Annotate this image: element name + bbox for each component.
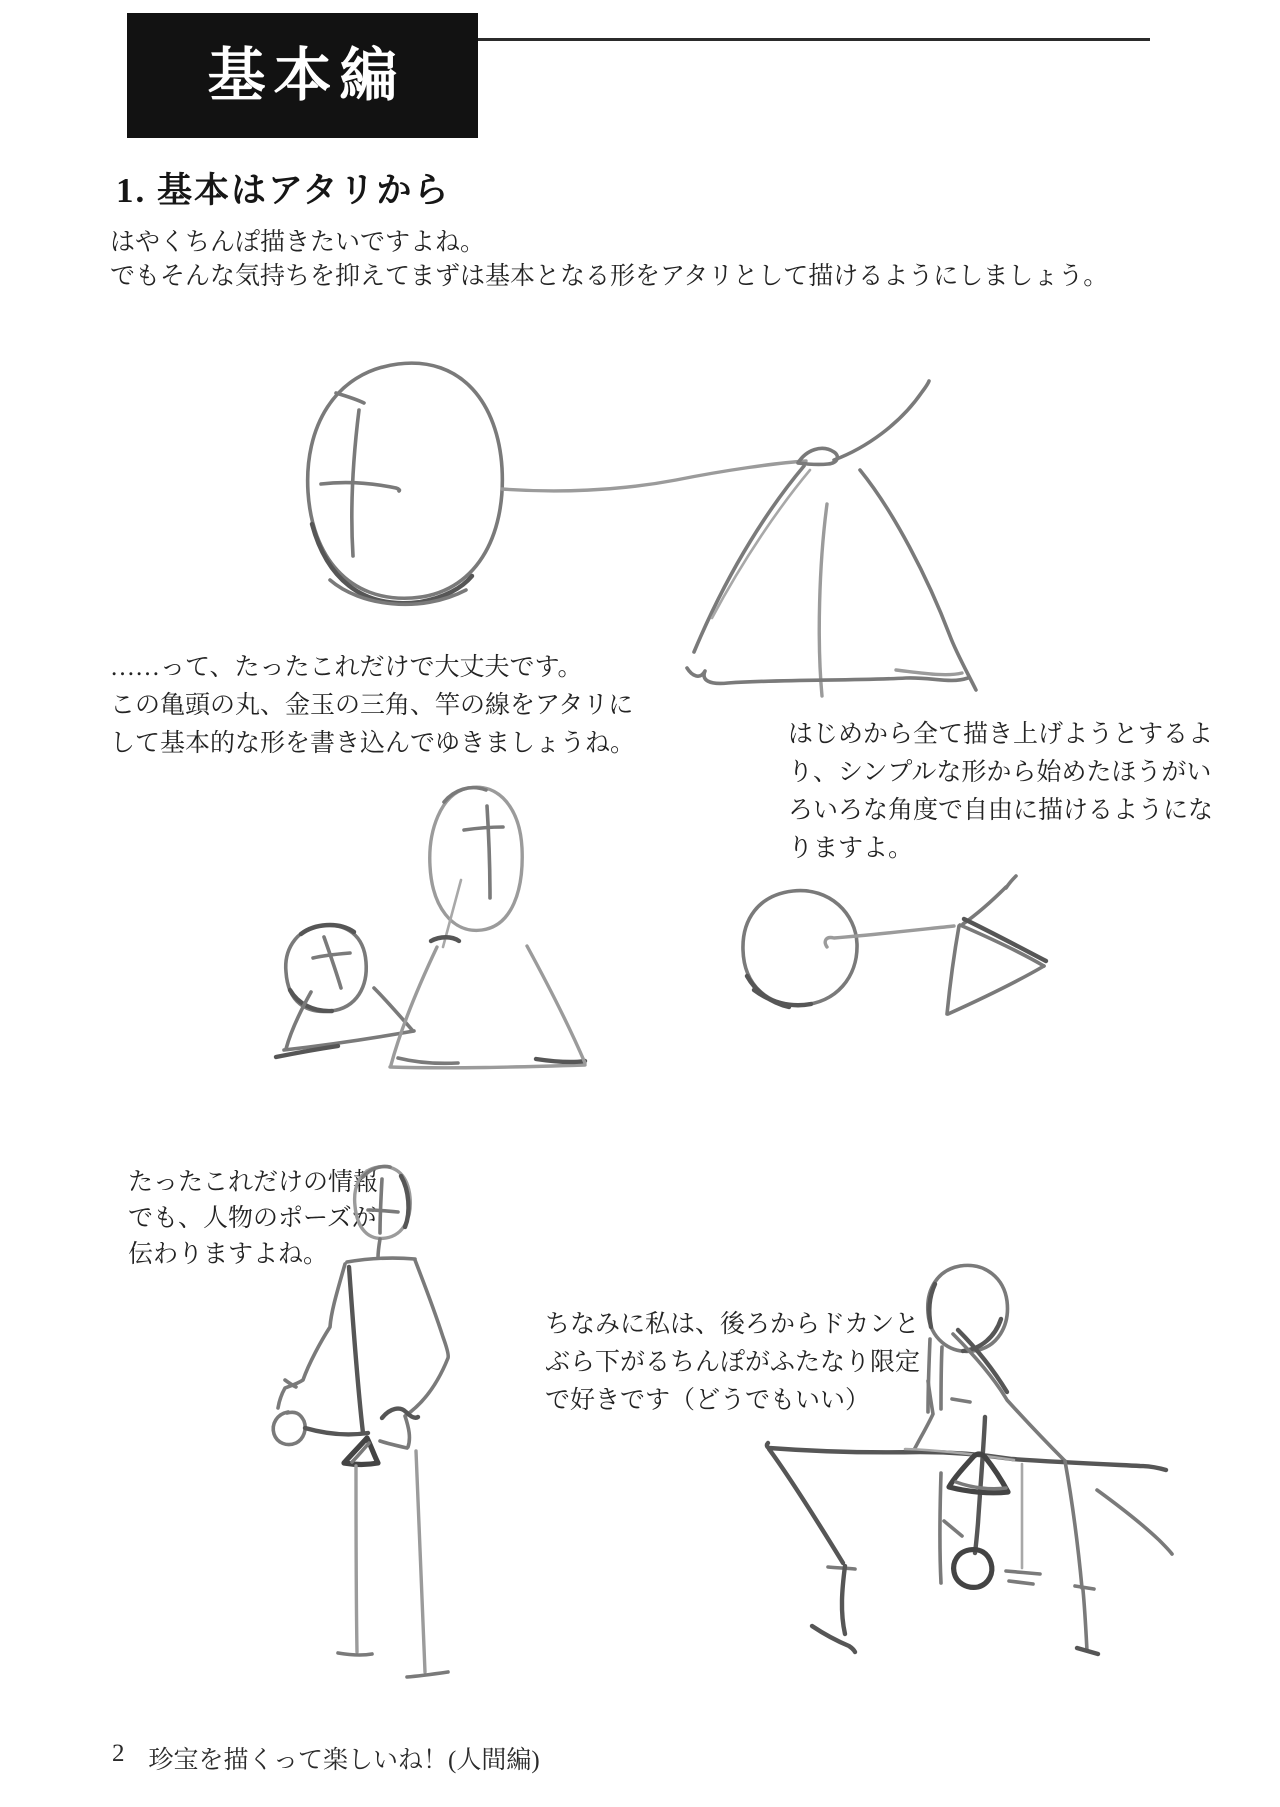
- note-line: して基本的な形を書き込んでゆきましょうね。: [110, 730, 636, 757]
- note-line: はじめから全て描き上げようとするよ: [788, 721, 1214, 748]
- page-number: 2: [112, 1740, 125, 1767]
- note-line: 伝わりますよね。: [128, 1241, 329, 1268]
- sketch-bent-figure: [767, 1265, 1172, 1654]
- sketch-glans-shaft-balls: [308, 363, 976, 696]
- note-line: この亀頭の丸、金玉の三角、竿の線をアタリに: [110, 692, 634, 719]
- intro-line: はやくちんぽ描きたいですよね。: [110, 229, 486, 256]
- note-line: りますよ。: [788, 835, 914, 862]
- note-line: り、シンプルな形から始めたほうがい: [788, 759, 1212, 786]
- note-line: ちなみに私は、後ろからドカンと: [545, 1311, 920, 1338]
- note-line: ……って、たったこれだけで大丈夫です。: [110, 654, 583, 681]
- intro-line: でもそんな気持ちを抑えてまずは基本となる形をアタリとして描けるようにしましょう。: [110, 263, 1109, 290]
- book-title: 珍宝を描くって楽しいね！(人間編): [148, 1747, 540, 1774]
- sketch-standing-figure: [273, 1166, 448, 1677]
- note-line: ぶら下がるちんぽがふたなり限定: [545, 1349, 921, 1376]
- note-line: で好きです（どうでもいい）: [545, 1387, 871, 1414]
- note-line: ろいろな角度で自由に描けるようにな: [788, 797, 1214, 824]
- section-heading: 1. 基本はアタリから: [116, 171, 451, 210]
- note-line: たったこれだけの情報: [128, 1169, 379, 1196]
- chapter-title: 基本編: [207, 42, 406, 108]
- sketch-atari-variations: [276, 787, 1046, 1068]
- note-line: でも、人物のポーズが: [128, 1205, 377, 1232]
